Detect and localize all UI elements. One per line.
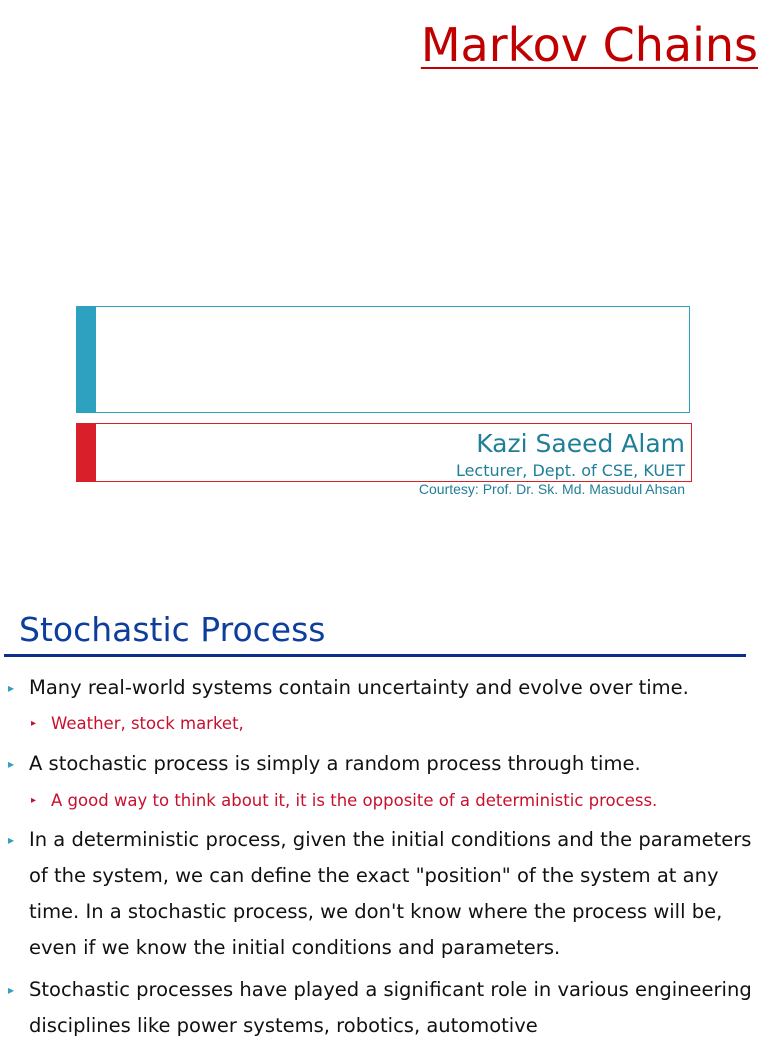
author-role: Lecturer, Dept. of CSE, KUET <box>455 461 685 480</box>
heading-underline <box>4 654 746 657</box>
list-item: ▸ Stochastic processes have played a significant role in various engineering disciplines like power systems, robotics, automotive <box>0 972 768 1044</box>
title-box <box>76 306 690 413</box>
slide-heading: Stochastic Process <box>19 610 326 649</box>
bullet-arrow-icon: ▸ <box>31 718 37 729</box>
content-slide <box>0 560 768 1037</box>
list-item: ▸ Many real-world systems contain uncertainty and evolve over time. <box>0 670 768 706</box>
bullet-arrow-icon: ▸ <box>31 795 37 806</box>
bullet-arrow-icon: ▸ <box>8 983 15 997</box>
bullet-arrow-icon: ▸ <box>8 833 15 847</box>
courtesy-note: Courtesy: Prof. Dr. Sk. Md. Masudul Ahsan <box>418 481 685 497</box>
list-item: ▸ A stochastic process is simply a random process through time. <box>0 746 768 782</box>
bullet-arrow-icon: ▸ <box>8 681 15 695</box>
author-name: Kazi Saeed Alam <box>476 429 685 458</box>
bullet-arrow-icon: ▸ <box>8 757 15 771</box>
sub-list-item: ▸ Weather, stock market, <box>0 712 768 736</box>
subtitle-accent-bar <box>77 424 96 481</box>
list-item: ▸ In a deterministic process, given the initial conditions and the parameters of the system, we can define the exact "position" of the system at any time. In a stochastic process, we don't know where the process will be, even if we know the initial conditions and parameters. <box>0 822 768 966</box>
slide-title: Markov Chains <box>420 18 758 72</box>
title-accent-bar <box>77 307 96 412</box>
sub-list-item: ▸ A good way to think about it, it is the opposite of a deterministic process. <box>0 789 768 813</box>
